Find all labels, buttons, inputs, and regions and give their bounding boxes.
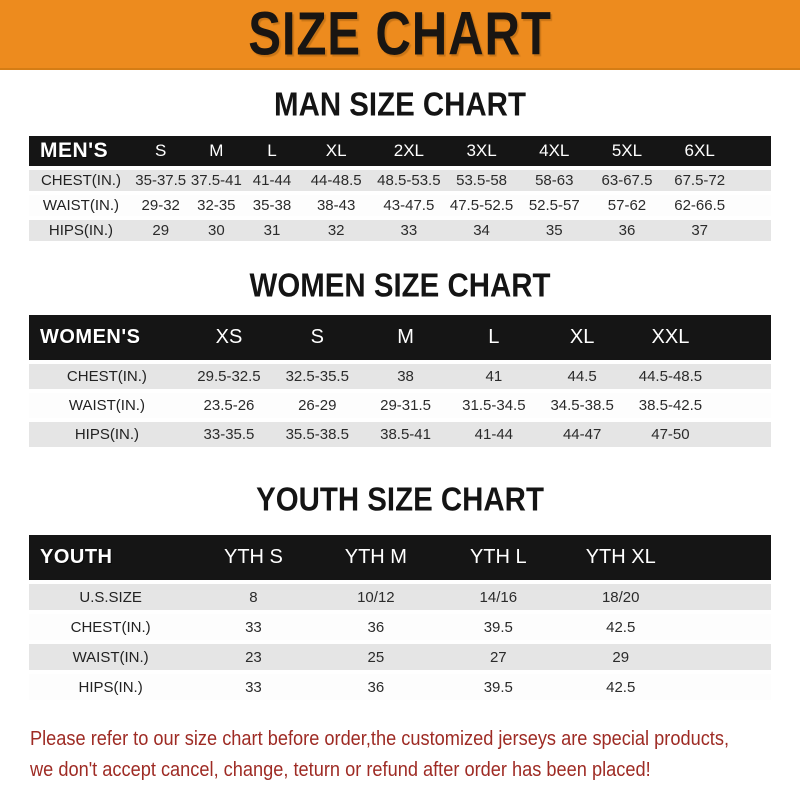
size-value-cell: 23.5-26 bbox=[203, 397, 255, 414]
youth-section-heading: YOUTH SIZE CHART bbox=[256, 480, 544, 518]
size-value-cell: 41 bbox=[485, 368, 503, 385]
size-header-row bbox=[29, 535, 771, 580]
section-women bbox=[0, 267, 800, 451]
women-section-heading: WOMEN SIZE CHART bbox=[249, 266, 551, 304]
size-column-header: 5XL bbox=[591, 136, 664, 166]
size-value-cell: 57-62 bbox=[607, 197, 647, 214]
size-value-cell: 37.5-41 bbox=[190, 172, 242, 189]
size-column-header: XXL bbox=[626, 315, 714, 360]
size-column-header: YTH L bbox=[437, 535, 559, 580]
table-corner-label: YOUTH bbox=[29, 535, 192, 580]
size-column-header: 3XL bbox=[445, 136, 518, 166]
measurement-row bbox=[29, 614, 771, 640]
size-column-header: 6XL bbox=[663, 136, 736, 166]
size-value-cell: 35-37.5 bbox=[135, 172, 187, 189]
filler-cell bbox=[682, 584, 771, 610]
measurement-row bbox=[29, 170, 771, 191]
measurement-row bbox=[29, 364, 771, 389]
filler-cell bbox=[736, 220, 771, 241]
size-value-cell: 38 bbox=[397, 368, 414, 385]
size-value-cell: 8 bbox=[249, 588, 258, 606]
size-column-header: XL bbox=[300, 136, 373, 166]
size-value-cell: 58-63 bbox=[535, 172, 574, 189]
size-value-cell: 63-67.5 bbox=[601, 172, 653, 189]
size-value-cell: 29-31.5 bbox=[380, 397, 431, 414]
measurement-label: U.S.SIZE bbox=[79, 588, 142, 606]
measurement-row bbox=[29, 220, 771, 241]
size-value-cell: 36 bbox=[367, 678, 385, 696]
measurement-label: HIPS(IN.) bbox=[74, 426, 139, 443]
size-value-cell: 32 bbox=[327, 222, 345, 239]
size-value-cell: 36 bbox=[618, 222, 636, 239]
size-value-cell: 43-47.5 bbox=[383, 197, 435, 214]
men-section-heading: MAN SIZE CHART bbox=[274, 85, 526, 123]
size-column-header: L bbox=[450, 315, 538, 360]
size-header-row bbox=[29, 136, 771, 166]
page-title: SIZE CHART bbox=[248, 0, 552, 68]
size-column-header: 4XL bbox=[518, 136, 591, 166]
size-column-header: 2XL bbox=[373, 136, 446, 166]
size-value-cell: 33 bbox=[400, 222, 418, 239]
notice-line-1: Please refer to our size chart before order,the customized jerseys are special products, bbox=[30, 728, 730, 750]
size-header-row bbox=[29, 315, 771, 360]
measurement-label: WAIST(IN.) bbox=[42, 197, 119, 214]
size-value-cell: 33-35.5 bbox=[203, 426, 255, 443]
measurement-label: CHEST(IN.) bbox=[70, 618, 151, 636]
size-value-cell: 41-44 bbox=[252, 172, 292, 189]
measurement-label: HIPS(IN.) bbox=[48, 222, 114, 239]
size-value-cell: 38.5-42.5 bbox=[638, 397, 703, 414]
size-value-cell: 44.5 bbox=[567, 368, 597, 385]
notice-line-2: we don't accept cancel, change, teturn or refund after order has been placed! bbox=[30, 759, 651, 781]
filler-cell bbox=[736, 195, 771, 216]
measurement-row bbox=[29, 195, 771, 216]
size-value-cell: 38-43 bbox=[316, 197, 356, 214]
size-value-cell: 41-44 bbox=[474, 426, 514, 443]
size-value-cell: 35-38 bbox=[252, 197, 292, 214]
size-chart-content bbox=[0, 86, 800, 704]
section-youth bbox=[0, 481, 800, 704]
size-value-cell: 36 bbox=[367, 618, 385, 636]
filler-cell bbox=[715, 422, 771, 447]
size-column-header: S bbox=[133, 136, 189, 166]
size-column-header: YTH XL bbox=[560, 535, 682, 580]
size-value-cell: 52.5-57 bbox=[528, 197, 580, 214]
size-value-cell: 10/12 bbox=[357, 588, 395, 606]
measurement-label: WAIST(IN.) bbox=[72, 648, 149, 666]
size-column-header: M bbox=[189, 136, 245, 166]
measurement-row bbox=[29, 644, 771, 670]
measurement-row bbox=[29, 422, 771, 447]
size-value-cell: 31 bbox=[263, 222, 281, 239]
filler-cell bbox=[682, 535, 771, 580]
size-value-cell: 31.5-34.5 bbox=[462, 397, 526, 414]
size-value-cell: 37 bbox=[691, 222, 709, 239]
size-value-cell: 67.5-72 bbox=[674, 172, 726, 189]
size-value-cell: 29.5-32.5 bbox=[197, 368, 261, 385]
filler-cell bbox=[715, 364, 771, 389]
filler-cell bbox=[715, 393, 771, 418]
size-value-cell: 27 bbox=[489, 648, 507, 666]
filler-cell bbox=[736, 136, 771, 166]
size-value-cell: 47.5-52.5 bbox=[449, 197, 514, 214]
women-size-table bbox=[29, 311, 771, 451]
size-value-cell: 34 bbox=[473, 222, 490, 239]
section-men bbox=[0, 86, 800, 245]
size-column-header: S bbox=[273, 315, 361, 360]
filler-cell bbox=[682, 674, 771, 700]
size-value-cell: 32-35 bbox=[197, 197, 236, 214]
filler-cell bbox=[715, 315, 771, 360]
size-value-cell: 44-47 bbox=[562, 426, 602, 443]
size-column-header: XL bbox=[538, 315, 626, 360]
size-value-cell: 44-48.5 bbox=[310, 172, 362, 189]
size-column-header: M bbox=[361, 315, 449, 360]
size-value-cell: 26-29 bbox=[298, 397, 337, 414]
youth-size-table bbox=[29, 531, 771, 704]
measurement-label: CHEST(IN.) bbox=[40, 172, 121, 189]
size-value-cell: 47-50 bbox=[651, 426, 690, 443]
size-value-cell: 39.5 bbox=[483, 678, 513, 696]
size-value-cell: 33 bbox=[245, 678, 262, 696]
size-column-header: L bbox=[244, 136, 300, 166]
measurement-row bbox=[29, 393, 771, 418]
size-value-cell: 39.5 bbox=[483, 618, 513, 636]
measurement-label: CHEST(IN.) bbox=[66, 368, 147, 385]
size-value-cell: 14/16 bbox=[479, 588, 518, 606]
measurement-label: HIPS(IN.) bbox=[78, 678, 143, 696]
banner bbox=[0, 0, 800, 70]
size-value-cell: 38.5-41 bbox=[380, 426, 431, 443]
size-value-cell: 42.5 bbox=[606, 678, 636, 696]
size-value-cell: 23 bbox=[245, 648, 262, 666]
filler-cell bbox=[682, 644, 771, 670]
footer-notice bbox=[30, 724, 800, 786]
size-value-cell: 44.5-48.5 bbox=[638, 368, 703, 385]
size-value-cell: 33 bbox=[245, 618, 262, 636]
size-value-cell: 48.5-53.5 bbox=[377, 172, 441, 189]
size-value-cell: 25 bbox=[367, 648, 385, 666]
size-value-cell: 42.5 bbox=[606, 618, 636, 636]
measurement-label: WAIST(IN.) bbox=[68, 397, 145, 414]
size-value-cell: 30 bbox=[208, 222, 225, 239]
size-column-header: XS bbox=[185, 315, 273, 360]
filler-cell bbox=[682, 614, 771, 640]
size-value-cell: 53.5-58 bbox=[456, 172, 507, 189]
table-corner-label: WOMEN'S bbox=[29, 315, 185, 360]
table-corner-label: MEN'S bbox=[29, 136, 133, 166]
size-value-cell: 34.5-38.5 bbox=[550, 397, 614, 414]
size-value-cell: 29-32 bbox=[141, 197, 180, 214]
size-value-cell: 29 bbox=[152, 222, 170, 239]
size-value-cell: 35 bbox=[545, 222, 563, 239]
size-value-cell: 29 bbox=[612, 648, 630, 666]
measurement-row bbox=[29, 674, 771, 700]
size-column-header: YTH S bbox=[192, 535, 314, 580]
size-value-cell: 35.5-38.5 bbox=[285, 426, 349, 443]
men-size-table bbox=[29, 132, 771, 245]
size-column-header: YTH M bbox=[315, 535, 437, 580]
size-value-cell: 18/20 bbox=[601, 588, 640, 606]
filler-cell bbox=[736, 170, 771, 191]
size-value-cell: 32.5-35.5 bbox=[285, 368, 349, 385]
measurement-row bbox=[29, 584, 771, 610]
size-value-cell: 62-66.5 bbox=[674, 197, 726, 214]
